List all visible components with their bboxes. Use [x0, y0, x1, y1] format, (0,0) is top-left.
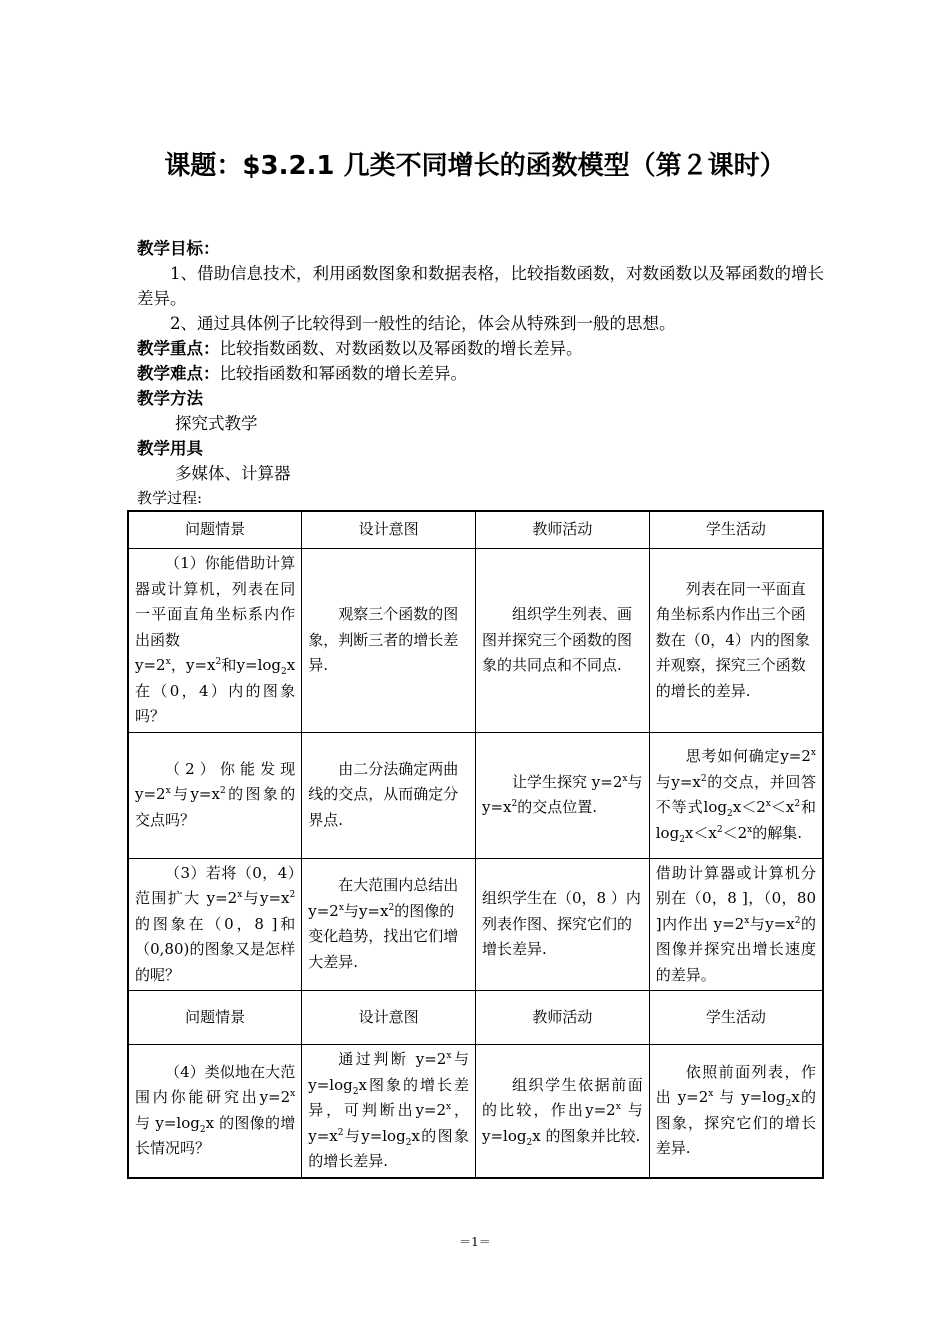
r1-formula: $y=2^x$，$y=x^2$和$y=\log_2x$: [135, 656, 296, 677]
lesson-process-table: [127, 510, 824, 1179]
key-point-text: 比较指数函数、对数函数以及幂函数的增长差异。: [219, 339, 583, 358]
r4-design: 通过判断 $y=2^x$与$y=\log_2x$图象的增长差异，可判断出$y=2^x$，$y=x^2$与$y=\log_2x$的图象的增长差异.: [302, 1045, 476, 1178]
tools-text: 多媒体、计算器: [175, 464, 291, 483]
header-teacher: 教师活动: [476, 511, 650, 549]
r1-teacher: 组织学生列表、画图并探究三个函数的图象的共同点和不同点.: [476, 549, 650, 733]
r2-student: 思考如何确定$y=2^x$与$y=x^2$的交点，并回答不等式$\log_2x<2^x<x^2$和 $\log_2x<x^2<2^x$的解集.: [649, 732, 823, 858]
objective-1: 1、借助信息技术，利用函数图象和数据表格，比较指数函数，对数函数以及幂函数的增长差异。: [137, 264, 824, 308]
header-teacher: 教师活动: [476, 991, 650, 1045]
method-label: 教学方法: [137, 389, 203, 408]
r1-student: 列表在同一平面直角坐标系内作出三个函数在（0，4）内的图象并观察，探究三个函数的增长的差异.: [649, 549, 823, 733]
key-point-label: 教学重点：: [137, 339, 220, 358]
r3-design: 在大范围内总结出$y=2^x$与$y=x^2$的图像的变化趋势，找出它们增大差异.: [302, 858, 476, 991]
r1-design: 观察三个函数的图象，判断三者的增长差异.: [302, 549, 476, 733]
header-student: 学生活动: [649, 991, 823, 1045]
table-row: [128, 858, 823, 991]
r4-student: 依照前面列表，作出 $y=2^x$ 与 $y=\log_2x$的图象，探究它们的增长差异.: [649, 1045, 823, 1178]
table-header-row: [128, 511, 823, 549]
process-label: 教学过程:: [137, 489, 203, 507]
r1-q-a: （1）你能借助计算器或计算机，列表在同一平面直角坐标系内作出函数: [135, 554, 296, 649]
header-scenario: 问题情景: [128, 991, 302, 1045]
key-point: [137, 336, 827, 361]
difficulty-label: 教学难点：: [137, 364, 220, 383]
objectives-label: 教学目标：: [137, 239, 220, 258]
page-title: 课题：$3.2.1 几类不同增长的函数模型（第２课时）: [164, 151, 786, 181]
header-intent: 设计意图: [302, 511, 476, 549]
r2-scenario: （2）你能发现$y=2^x$与$y=x^2$的图象的交点吗？: [128, 732, 302, 858]
method-text: 探究式教学: [175, 414, 258, 433]
table-header-row-repeat: [128, 991, 823, 1045]
header-student: 学生活动: [649, 511, 823, 549]
r3-student: 借助计算器或计算机分别在（0，8 ]，（0，80 ]内作出 $y=2^x$与$y=x^2$的图像并探究出增长速度的差异。: [649, 858, 823, 991]
r2-design: 由二分法确定两曲线的交点，从而确定分界点.: [302, 732, 476, 858]
objective-2: 2、通过具体例子比较得到一般性的结论，体会从特殊到一般的思想。: [170, 314, 676, 333]
lesson-intro: [137, 236, 827, 511]
table-row: [128, 732, 823, 858]
header-intent: 设计意图: [302, 991, 476, 1045]
tools-label: 教学用具: [137, 439, 203, 458]
header-scenario: 问题情景: [128, 511, 302, 549]
difficulty: [137, 361, 827, 386]
r4-teacher: 组织学生依据前面的比较，作出$y=2^x$ 与 $y=\log_2x$ 的图象并比较.: [476, 1045, 650, 1178]
table-row: [128, 1045, 823, 1178]
r1-scenario: [128, 549, 302, 733]
r3-teacher: 组织学生在（0，8 ）内列表作图、探究它们的增长差异.: [476, 858, 650, 991]
r3-scenario: （3）若将（0，4）范围扩大 $y=2^x$与$y=x^2$的图象在（0，8 ]和（0,80)的图象又是怎样的呢？: [128, 858, 302, 991]
table-row: [128, 549, 823, 733]
r2-teacher: 让学生探究 $y=2^x$与$y=x^2$的交点位置.: [476, 732, 650, 858]
difficulty-text: 比较指函数和幂函数的增长差异。: [219, 364, 467, 383]
r1-q-b: 在（0，4）内的图象吗？: [135, 681, 296, 725]
page-number: ＝1＝: [459, 1235, 491, 1249]
r4-scenario: （4）类似地在大范围内你能研究出$y=2^x$ 与 $y=\log_2x$ 的图像的增长情况吗？: [128, 1045, 302, 1178]
